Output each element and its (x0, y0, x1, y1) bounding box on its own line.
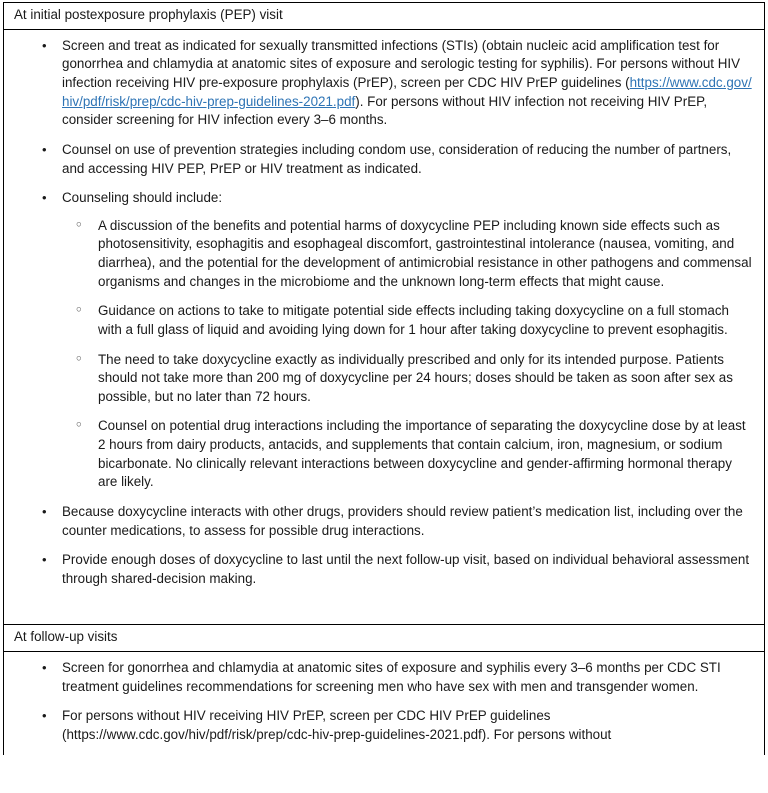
bullet-text: Because doxycycline interacts with other drugs, providers should review patient’s medication list, including over the counter medications, to assess for possible drug interactions. (62, 503, 743, 538)
sub-list-item (62, 302, 752, 339)
bullet-text: Screen for gonorrhea and chlamydia at anatomic sites of exposure and syphilis every 3–6 months per CDC STI treatment guidelines recommendations for screening men who have sex with men and transgender women. (62, 660, 721, 694)
sub-list-item (62, 351, 752, 407)
list-item (16, 659, 752, 696)
bullet-text-part-before-link: Screen and treat as indicated for sexually transmitted infections (STIs) (obtain nucleic acid amplification test for gonorrhea and chlamydia at anatomic sites of exposure and serologic testing for syphilis). For persons without HIV infection receiving HIV pre-exposure prophylaxis (PrEP), screen per CDC HIV PrEP guidelines ( (62, 37, 741, 90)
bullet-text: Counseling should include: (62, 190, 223, 206)
sub-list-item (62, 417, 752, 492)
bullet-marker-icon: • (42, 190, 47, 206)
circle-bullet-marker-icon: ○ (76, 419, 82, 431)
circle-bullet-marker-icon: ○ (76, 218, 82, 230)
sub-bullet-text: Guidance on actions to take to mitigate potential side effects including taking doxycycline on a full stomach with a full glass of liquid and avoiding lying down for 1 hour after taking doxycycline to prevent esophagitis. (98, 303, 729, 337)
sub-list-item (62, 217, 752, 292)
section-body-follow-up-visits (4, 652, 764, 755)
sub-bullet-text: A discussion of the benefits and potential harms of doxycycline PEP including known side effects such as photosensitivity, esophagitis and esophageal discomfort, gastrointestinal intolerance (nausea, vomiting, and diarrhea), and the potential for the development of antimicrobial resistance in other pathogens and commensal organisms and changes in the microbiome and the unknown long-term effects that might cause. (98, 217, 752, 289)
bullet-text-part-after-link: ). For persons without HIV infection not receiving HIV PrEP, consider screening for HIV infection every 3–6 months. (62, 93, 708, 128)
sub-bullet-list-counseling (62, 217, 752, 492)
guidance-table (3, 2, 765, 755)
bullet-list-follow-up-visits (16, 659, 752, 745)
bullet-marker-icon: • (42, 660, 47, 676)
bullet-marker-icon: • (42, 141, 47, 157)
list-item (16, 503, 752, 540)
section-heading-follow-up-visits: At follow-up visits (4, 625, 764, 652)
list-item (16, 141, 752, 178)
section-bottom-spacer (16, 588, 752, 614)
circle-bullet-marker-icon: ○ (76, 304, 82, 316)
list-item (16, 551, 752, 588)
bullet-marker-icon: • (42, 503, 47, 519)
bullet-marker-icon: • (42, 37, 47, 53)
circle-bullet-marker-icon: ○ (76, 352, 82, 364)
cdc-prep-guidelines-link[interactable]: https://www.cdc.gov/hiv/pdf/risk/prep/cdc-hiv-prep-guidelines-2021.pdf (62, 75, 752, 109)
sub-bullet-text: The need to take doxycycline exactly as individually prescribed and only for its intended purpose. Patients should not take more than 200 mg of doxycycline per 24 hours; doses should be taken as soon after sex as possible, but no later than 72 hours. (98, 351, 733, 404)
section-body-initial-pep-visit (4, 30, 764, 626)
bullet-list-initial-pep-visit (16, 37, 752, 589)
bullet-text: Provide enough doses of doxycycline to last until the next follow-up visit, based on individual behavioral assessment through shared-decision making. (62, 552, 750, 586)
section-heading-initial-pep-visit: At initial postexposure prophylaxis (PEP) visit (4, 3, 764, 30)
bullet-marker-icon: • (42, 708, 47, 724)
bullet-text: For persons without HIV receiving HIV PrEP, screen per CDC HIV PrEP guidelines (https://www.cdc.gov/hiv/pdf/risk/prep/cdc-hiv-prep-guidelines-2021.pdf). For persons without (62, 708, 612, 742)
bullet-marker-icon: • (42, 552, 47, 568)
sub-bullet-text: Counsel on potential drug interactions including the importance of separating the doxycycline dose by at least 2 hours from dairy products, antacids, and supplements that contain calcium, iron, magnesium, or sodium bicarbonate. No clinically relevant interactions between doxycycline and gender-affirming hormonal therapy are likely. (98, 418, 746, 490)
bullet-text: Counsel on use of prevention strategies including condom use, consideration of reducing the number of partners, and accessing HIV PEP, PrEP or HIV treatment as indicated. (62, 141, 732, 176)
list-item (16, 37, 752, 130)
list-item (16, 189, 752, 492)
list-item (16, 707, 752, 744)
